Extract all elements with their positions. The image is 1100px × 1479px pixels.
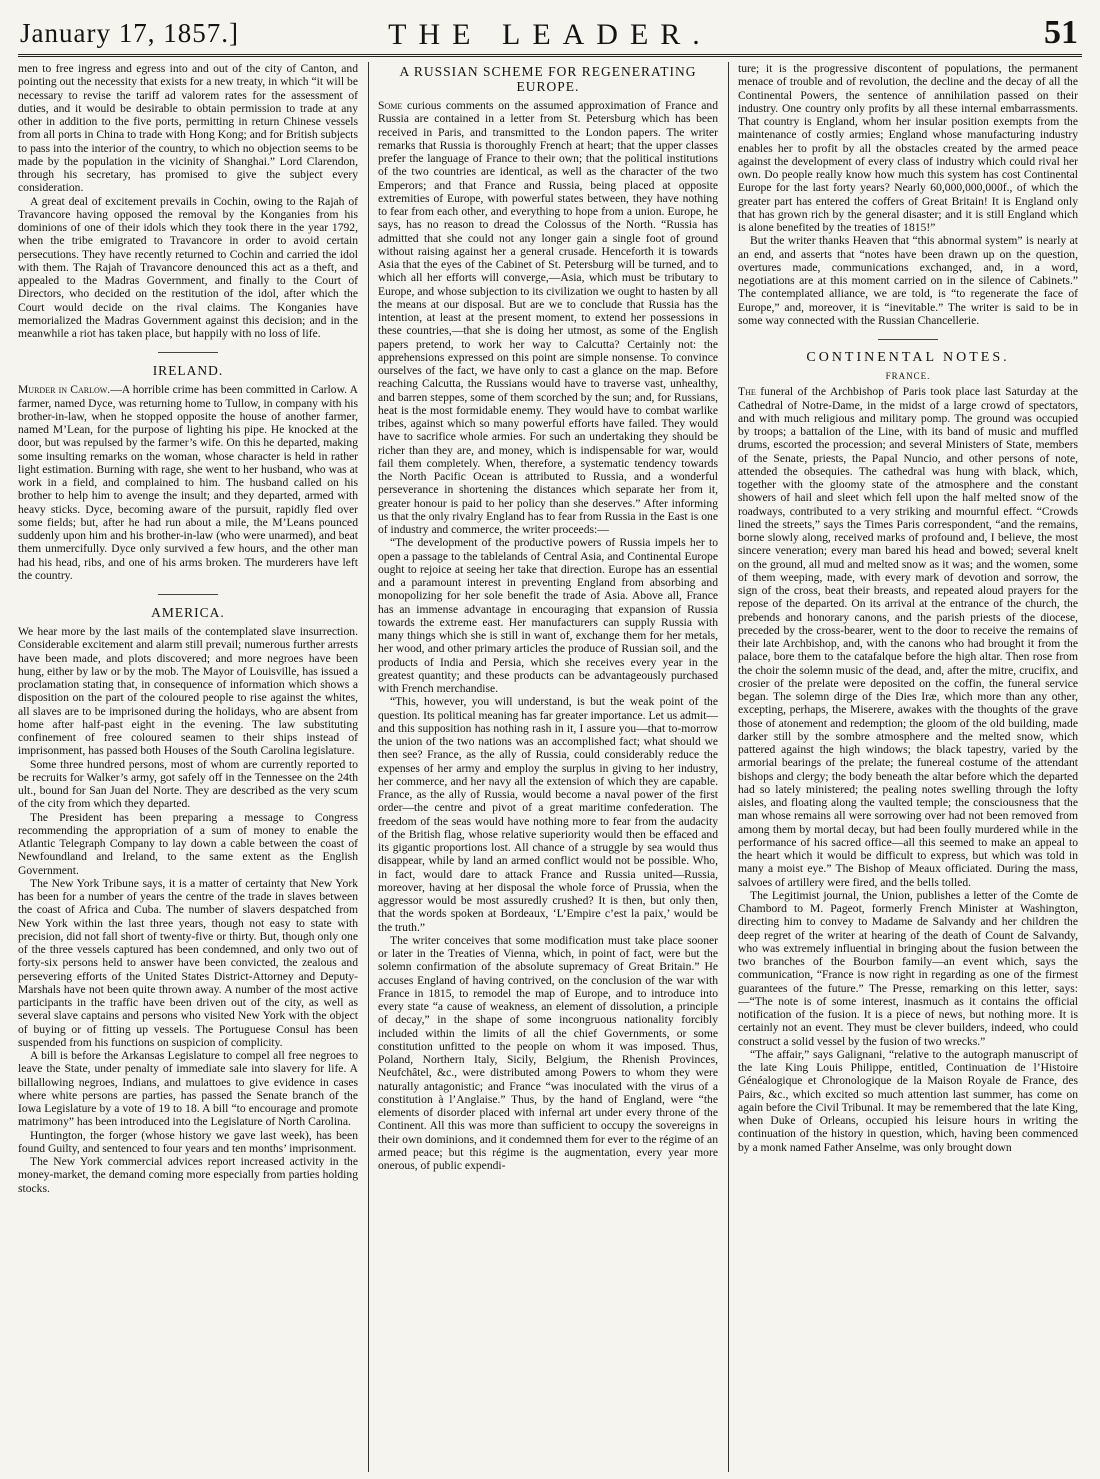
section-heading-america: AMERICA. bbox=[151, 605, 225, 620]
column-rule bbox=[728, 62, 729, 1472]
section-divider bbox=[158, 594, 218, 595]
section-divider bbox=[878, 339, 938, 340]
column-2 bbox=[378, 62, 718, 1472]
subheading-france: FRANCE. bbox=[885, 371, 931, 381]
paragraph-text: —A horrible crime has been committed in Carlow. A farmer, named Dyce, was returning home to Tullow, in company with his brother-in-law, when he stopped opposite the house of another farmer, named M’Lean, for the purpose of lighting his pipe. He knocked at the door, but was repulsed by the farmer’s wife. On this he departed, making some insulting remarks on the woman, whose character is held in rather light estimation. Burning with rage, she went to her husband, who was at work in a field, and complained to him. The husband called on his brother to help him to avenge the insult; and they departed, armed with heavy sticks. Dyce, becoming aware of the pursuit, rapidly fled over some fields; but, after he had run about a mile, the M’Leans pounced suddenly upon him and his brother-in-law (who were unarmed), and beat them unmercifully. Dyce only survived a few hours, and the other man had his head, ribs, and one of his arms broken. The murderers have left the country. bbox=[18, 383, 358, 582]
paragraph: The New York Tribune says, it is a matter of certainty that New York has been for a number of years the centre of the trade in slaves between the coast of Africa and Cuba. The number of slavers despatched from New York within the last three years, though not easy to state with precision, did not fall short of twenty-five or thirty. But, though only one of the three vessels captured has been condemned, and only two out of forty-six persons held to answer have been convicted, the zealous and persevering efforts of the United States District-Attorney and Deputy-Marshals have not been quite thrown away. A number of the most active participants in the traffic have been driven out of the city, as well as several slave captains and persons who visited New York with the object of buying or of fitting up vessels. The Portuguese Consul has been suspended from his functions on suspicion of complicity. bbox=[18, 876, 358, 1049]
column-rule bbox=[368, 62, 369, 1472]
paragraph: “The development of the productive powers of Russia impels her to open a passage to the tablelands of Central Asia, and Continental Europe ought to rejoice at seeing her take that direction. Europe has an essential and a paramount interest in preventing England from absorbing and monopolizing for her sole benefit the trade of Asia. Above all, France has an immense advantage in encouraging that expansion of Russia towards the extreme east. Her manufacturers can supply Russia with many things which she is still in want of, exchange them for her metals, her wood, and other primary articles the produce of Russian soil, and the products of India and Persia, which she receives every year in the greatest quantity; and these products can be advantageously purchased with French merchandise. bbox=[378, 536, 718, 695]
article-heading-russian-scheme: A RUSSIAN SCHEME FOR REGENERATING EUROPE. bbox=[399, 64, 697, 94]
paragraph: “The affair,” says Galignani, “relative to the autograph manuscript of the late King Louis Philippe, entitled, Continuation de l’Histoire Généalogique et Chronologique de la Maison Royale de France, des Pairs, &c., which excited so much attention last summer, has come on again before the Civil Tribunal. It may be remembered that the late King, when Duke of Orleans, occupied his leisure hours in writing the continuation of the history in question, which, having been commenced by a monk named Father Anselme, was only brought down bbox=[738, 1047, 1078, 1154]
lead-in: Some bbox=[378, 99, 403, 112]
paragraph: men to free ingress and egress into and out of the city of Canton, and pointing out the necessity that exists for a new treaty, in which “it will be necessary to revise the tariff ad valorem rates for the assessment of duties, and it would be desirable to obtain permission to trade at any other in addition to the five ports, permitting in return Chinese vessels from all ports in China to trade with Hong Kong; and for British subjects to pass into the interior of the country, to which no objection seems to be made by the population in the vicinity of Shanghai.” Lord Clarendon, through his secretary, has promised to give the subject every consideration. bbox=[18, 62, 358, 195]
section-divider bbox=[158, 352, 218, 353]
paragraph: A great deal of excitement prevails in Cochin, owing to the Rajah of Travancore having opposed the removal by the Konganies from his dominions of one of their idols which they took there in the year 1792, when the tribe emigrated to Travancore in order to avoid certain persecutions. They have recently returned to Cochin and carried the idol with them. The Rajah of Travancore denounced this act as a theft, and appealed to the Madras Government, and finally to the Court of Directors, who decided on the restitution of the idol, after which the Court would decide on the rival claims. The Konganies have memorialized the Madras Government against this decision; and in the meanwhile a riot has taken place, but happily with no loss of life. bbox=[18, 194, 358, 340]
paragraph: We hear more by the last mails of the contemplated slave insurrection. Considerable excitement and alarm still prevail; numerous further arrests have been made, and plots discovered; and more negroes have been hung, either by law or by the mob. The Mayor of Louisville, has issued a proclamation stating that, in consequence of information which shows a disposition on the part of the coloured people to rise against the whites, all slaves are to be imprisoned during the holidays, who are absent from home after half-past eight in the evening. The law substituting confinement of free coloured seamen to their ships instead of imprisonment, has passed both Houses of the South Carolina legislature. bbox=[18, 625, 358, 758]
paragraph: Some three hundred persons, most of whom are currently reported to be recruits for Walker’s army, got safely off in the Tennessee on the 24th ult., bound for San Juan del Norte. They are described as the very scum of the city from which they departed. bbox=[18, 757, 358, 811]
lead-in: Murder in Carlow. bbox=[18, 383, 111, 397]
page-number: 51 bbox=[1044, 14, 1078, 51]
paragraph-text: funeral of the Archbishop of Paris took place last Saturday at the Cathedral of Notre-Dame, in the midst of a large crowd of spectators, and with much religious and military pomp. The ground was occupied by troops; a battalion of the Line, with its band of music and muffled drums, escorted the procession; and several Ministers of State, members of the Senate, priests, the Papal Nuncio, and other persons of note, attended the obsequies. The cathedral was hung with black, which, together with the gloomy state of the atmosphere and the constant showers of hail and sleet which fell upon the half melted snow of the roadways, contributed to a very striking and mournful effect. “Crowds lined the streets,” says the Times Paris correspondent, “and the remains, borne slowly along, received marks of profound and, I believe, the most sincere veneration; every man bared his head and bowed; several knelt on the ground, all mud and melted snow as it was; and the women, some of them weeping, made, with every mark of devotion and sorrow, the sign of the cross, beat their breasts, and repeated aloud prayers for the repose of the departed. On its arrival at the entrance of the church, the prebends and honorary canons, and the parish priests of the diocese, preceded by the cross-bearer, went to the door to receive the remains of their late Archbishop, and, with the canons who had brought it from the palace, bore them to the catafalque before the high altar. Then rose from the choir the solemn music of the dead, and, after the mitre, crucifix, and crosier of the prelate were deposited on the coffin, the funeral service began. The solemn dirge of the Dies Iræ, which more than any other, excepting, perhaps, the Miserere, awakes with the thoughts of the grave those of atonement and redemption; the gloom of the old building, made darker still by the sombre atmosphere and the melted snow, which pattered against the high windows; the black tapestry, varied by the armorial bearings of the prelate; the funereal costume of the attendant bishops and clergy; the body beneath the altar before which the departed had so lately ministered; the pealing notes swelling through the lofty aisles, and floating along the vaulted temple; the consciousness that the man whose remains all were sorrowing over had not been removed from among them by mortal decay, but had been foully murdered while in the performance of his sacred office—all this seemed to make an appeal to the heart which it would be difficult to express, but which was told in many a moist eye.” The Bishop of Meaux officiated. During the mass, salvoes of artillery were fired, and the bells tolled. bbox=[738, 385, 1078, 889]
paragraph bbox=[738, 385, 1078, 889]
lead-in: The bbox=[738, 385, 756, 399]
paragraph: The President has been preparing a message to Congress recommending the appropriation of a sum of money to enable the Atlantic Telegraph Company to lay down a cable between the coast of Newfoundland and Ireland, to the same extent as the English Government. bbox=[18, 810, 358, 877]
paragraph: “This, however, you will understand, is but the weak point of the question. Its political meaning has far greater importance. Let us admit—and this supposition has nothing rash in it, I assure you—that to-morrow the union of the two nations was an accomplished fact; what should we then see? France, as the ally of Russia, could considerably reduce the expenses of her army and employ the surplus in giving to her industry, her commerce, and her navy all the extension of which they are capable. France, as the ally of Russia, would become a naval power of the first order—the centre and pivot of a great maritime confederation. The freedom of the seas would have nothing more to fear from the audacity of the British flag, whose relative superiority would then be effaced and its gigantic proportions lost. All chance of a struggle by sea would thus disappear, while by land an armed conflict would not be possible. Who, in fact, would dare to attack France and Russia united—Russia, moreover, having at her disposal the whole force of Prussia, when the aggressor would be most assuredly crushed? It is then, but only then, that the words spoken at Bordeaux, ‘L’Empire c’est la paix,’ would be the truth.” bbox=[378, 695, 718, 934]
paragraph: ture; it is the progressive discontent of populations, the permanent menace of trouble and of revolution, the decline and the decay of all the Continental Powers, the sentence of annihilation passed on their industry. One country only profits by all these internal embarrassments. That country is England, whom her insular position exempts from the maintenance of costly armies; England whose manufacturing industry enables her to profit by all the obstacles created by the armed peace against the development of every class of industry which could rival her own. Do people really know how much this system has cost Continental Europe for the last forty years? Nearly 60,000,000,000f., of which the greater part has entered the coffers of Great Britain! It is England only that has grown rich by the general disaster; and it is still England which is alone benefited by the treaties of 1815!” bbox=[738, 62, 1078, 234]
paragraph: The New York commercial advices report increased activity in the money-market, the demand coming more especially from parties holding stocks. bbox=[18, 1155, 358, 1195]
paragraph bbox=[18, 383, 358, 582]
column-3 bbox=[738, 62, 1078, 1472]
paragraph: The writer conceives that some modification must take place sooner or later in the Treaties of Vienna, which, in point of fact, were but the solemn confirmation of the absolute supremacy of Great Britain.” He accuses England of having contrived, on the conclusion of the war with France in 1815, to remodel the map of Europe, and to introduce into every state “a cause of weakness, an element of dissolution, a principle of decay,” in the shape of some incongruous nationality forcibly included within the limits of all the chief Governments, or some constitution unfitted to the people on whom it was imposed. Thus, Poland, Northern Italy, Sicily, Belgium, the Rhenish Provinces, Neufchâtel, &c., were distributed among Powers to whom they were naturally antagonistic; and France “was inoculated with the virus of a constitution à l’Anglaise.” Thus, by the hand of England, were “the elements of disorder placed with infernal art under every throne of the Continent. All this was more than sufficient to occupy the sovereigns in their own dominions, and it condemned them for ever to the régime of an armed peace; but this régime is the augmentation, every year more onerous, of public expendi- bbox=[378, 933, 718, 1172]
paragraph: But the writer thanks Heaven that “this abnormal system” is nearly at an end, and asserts that “notes have been drawn up on the question, overtures made, communications exchanged, and, in a word, negotiations are at this moment carried on in the silence of Cabinets.” The contemplated alliance, we are told, is “to regenerate the face of Europe,” and, moreover, it is “inevitable.” The writer is said to be in some way connected with the Russian Chancellerie. bbox=[738, 234, 1078, 327]
paragraph-text: curious comments on the assumed approximation of France and Russia are contained in a letter from St. Petersburg which has been received in Paris, and transmitted to the London papers. The writer remarks that Russia is thoroughly French at heart; that the upper classes prefer the language of France to their own; that the political institutions of the two countries are identical, as well as the character of the two Emperors; and that France and Russia, being placed at opposite extremities of Europe, with powerful states between, they have nothing to fear from each other, and everything to hope from a union. Europe, he says, has no reason to dread the Colossus of the North. “Russia has admitted that she could not any longer gain a single foot of ground without raising against her a general crusade. Henceforth it is towards Asia that the eyes of the Cabinet of St. Petersburg will be turned, and to which all her efforts will converge,—Asia, which must be tributary to Europe, and whose subjection to its civilization we ought to hasten by all the means at our disposal. But are we to conclude that Russia has the intention, at least at the present moment, to extend her possessions in these countries,—that she is doing her utmost, as some of the English papers pretend, to work her way to Calcutta? Certainly not: the apprehensions expressed on this point are simple nonsense. To convince ourselves of the fact, we have only to cast a glance on the map. Before reaching Calcutta, the Russians would have to traverse vast, unhealthy, and barren steppes, some of them scorched by the sun; and, for Russians, heat is the most formidable enemy. They would have to combat warlike tribes, against which so many powerful efforts have failed. They would have to sacrifice whole armies. For such an undertaking they should be richer than they are, and money, which is indispensable for war, would fail them completely. When, therefore, a systematic tendency towards the North Pacific Ocean is attributed to Russia, and a wonderful perseverance in shortening the distances which separate her from it, greater honour is paid to her policy than she deserves.” After informing us that the only rivalry England has to fear from Russia in the East is one of industry and commerce, the writer proceeds:— bbox=[378, 99, 718, 536]
paragraph bbox=[378, 99, 718, 536]
masthead bbox=[18, 14, 1082, 57]
column-1 bbox=[18, 62, 358, 1472]
section-heading-ireland: IRELAND. bbox=[152, 363, 224, 379]
paragraph: The Legitimist journal, the Union, publishes a letter of the Comte de Chambord to M. Pageot, formerly French Minister at Washington, directing him to convey to Madame de Salvandy and her children the deep regret of the writer at hearing of the death of Count de Salvandy, who was extremely influential in bringing about the fusion between the two branches of the Bourbon family—an event which, says the communication, “France is now right in regarding as one of the firmest guarantees of the future.” The Presse, remarking on this letter, says:—“The note is of some interest, inasmuch as it contains the official notification of the fusion. It is a piece of news, but nothing more. It is certainly not an event. They must be clever builders, indeed, who could construct a solid vessel by the fusion of two wrecks.” bbox=[738, 888, 1078, 1048]
newspaper-title: THE LEADER. bbox=[388, 18, 712, 51]
paragraph: A bill is before the Arkansas Legislature to compel all free negroes to leave the State, under penalty of immediate sale into slavery for life. A billallowing negroes, Indians, and mulattoes to give evidence in cases where white persons are parties, has passed the Senate branch of the Iowa Legislature by a vote of 19 to 18. A bill “to encourage and promote matrimony” has been introduced into the Legislature of North Carolina. bbox=[18, 1049, 358, 1129]
paragraph: Huntington, the forger (whose history we gave last week), has been found Guilty, and sentenced to four years and ten months’ imprisonment. bbox=[18, 1128, 358, 1155]
section-heading-continental-notes: CONTINENTAL NOTES. bbox=[806, 350, 1010, 365]
issue-date: January 17, 1857.] bbox=[20, 18, 239, 48]
